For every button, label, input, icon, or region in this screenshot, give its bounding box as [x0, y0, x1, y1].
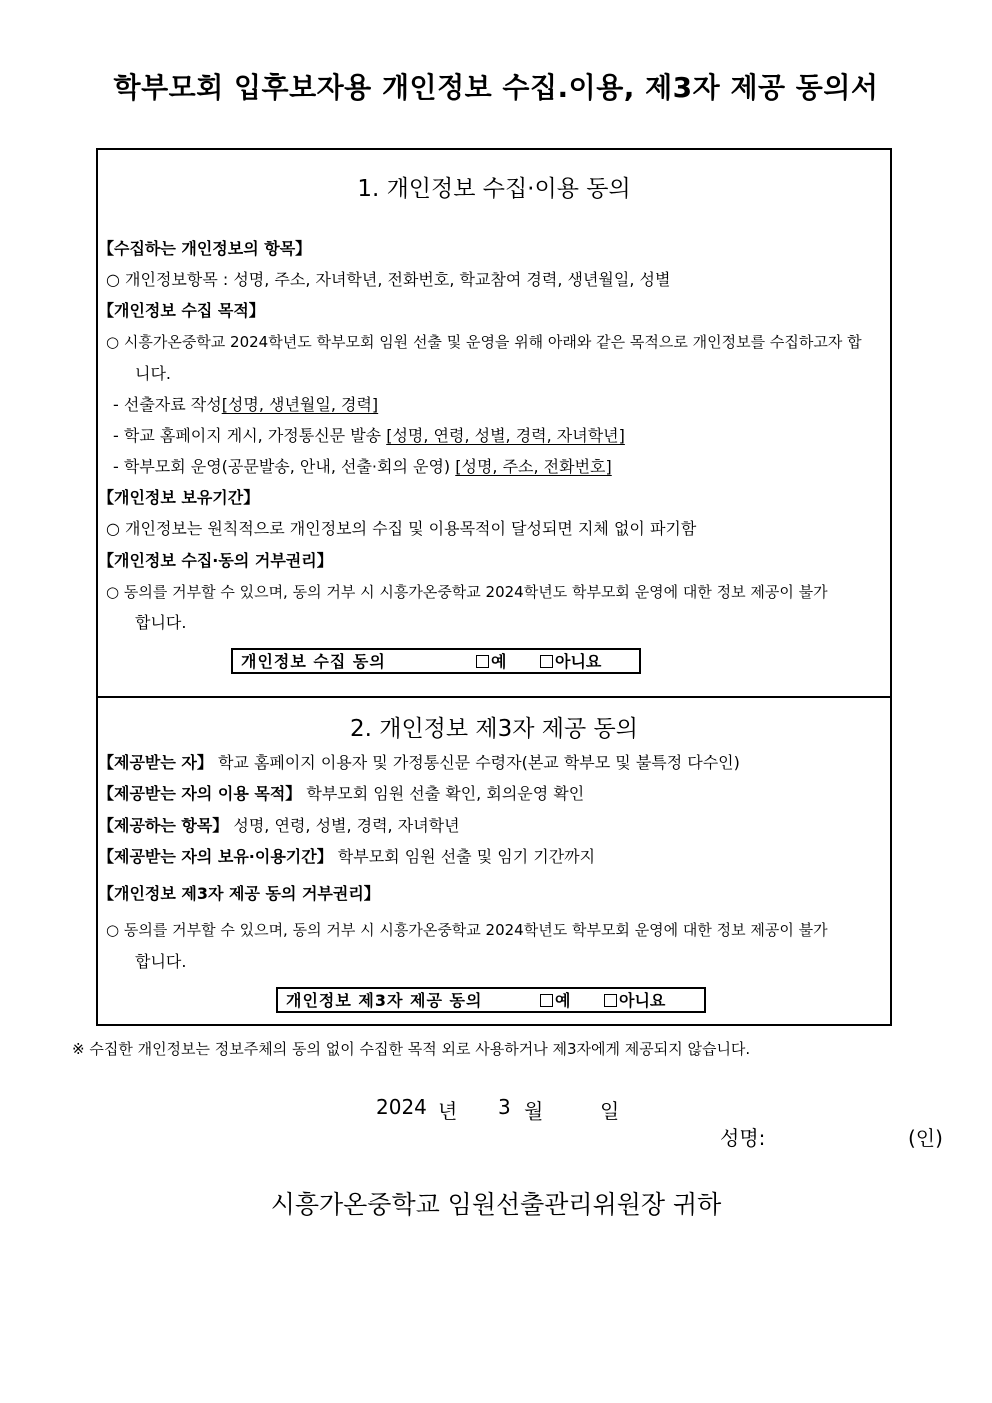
- date-month: 3: [498, 1095, 511, 1119]
- s1-purpose-item-fields: [성명, 연령, 성별, 경력, 자녀학년]: [386, 426, 625, 445]
- s1-consent-box: [231, 648, 641, 674]
- s1-purpose-item: [113, 394, 378, 416]
- s1-purpose-item-prefix: - 선출자료 작성: [113, 395, 222, 414]
- s1-consent-no[interactable]: [540, 651, 601, 673]
- s1-items-heading: 【수집하는 개인정보의 항목】: [98, 239, 312, 258]
- s1-purpose-item-fields: [성명, 생년월일, 경력]: [221, 395, 379, 414]
- s2-items-heading: 【제공하는 항목】: [98, 816, 229, 835]
- s2-consent-yes[interactable]: [540, 990, 570, 1012]
- s2-refusal-heading: 【개인정보 제3자 제공 동의 거부권리】: [98, 884, 380, 903]
- checkbox-icon[interactable]: [604, 994, 617, 1007]
- section1-title: 1. 개인정보 수집·이용 동의: [357, 176, 631, 202]
- s1-no-label: 아니요: [555, 652, 602, 671]
- date-day-unit: 일: [600, 1099, 620, 1123]
- seal-mark: (인): [908, 1126, 943, 1150]
- s1-refusal-text: ○ 동의를 거부할 수 있으며, 동의 거부 시 시흥가온중학교 2024학년도 학부모회 운영에 대한 정보 제공이 불가: [106, 583, 828, 601]
- s1-refusal-text-cont: 합니다.: [135, 613, 187, 632]
- s2-period: [98, 846, 595, 868]
- s2-period-text: 학부모회 임원 선출 및 임기 기간까지: [332, 847, 596, 866]
- section2-title: 2. 개인정보 제3자 제공 동의: [349, 716, 638, 742]
- s2-period-heading: 【제공받는 자의 보유·이용기간】: [98, 847, 333, 866]
- s2-no-label: 아니요: [619, 991, 666, 1010]
- date-month-unit: 월: [524, 1099, 544, 1123]
- s2-use-purpose: [98, 783, 584, 805]
- checkbox-icon[interactable]: [476, 655, 489, 668]
- s1-consent-yes[interactable]: [476, 651, 506, 673]
- s1-refusal-heading: 【개인정보 수집·동의 거부권리】: [98, 551, 333, 570]
- checkbox-icon[interactable]: [540, 655, 553, 668]
- document-title: 학부모회 입후보자용 개인정보 수집.이용, 제3자 제공 동의서: [113, 71, 879, 104]
- s2-consent-no[interactable]: [604, 990, 665, 1012]
- s2-consent-box: [276, 987, 706, 1013]
- s1-purpose-text: ○ 시흥가온중학교 2024학년도 학부모회 임원 선출 및 운영을 위해 아래와 같은 목적으로 개인정보를 수집하고자 합: [106, 333, 862, 351]
- s2-use-heading: 【제공받는 자의 이용 목적】: [98, 784, 302, 803]
- s2-use-text: 학부모회 임원 선출 확인, 회의운영 확인: [301, 784, 585, 803]
- signature-label: 성명:: [720, 1126, 766, 1150]
- s1-purpose-item-prefix: - 학교 홈페이지 게시, 가정통신문 발송: [113, 426, 387, 445]
- s1-purpose-item-fields: [성명, 주소, 전화번호]: [455, 457, 612, 476]
- s2-refusal-text: ○ 동의를 거부할 수 있으며, 동의 거부 시 시흥가온중학교 2024학년도 학부모회 운영에 대한 정보 제공이 불가: [106, 921, 828, 939]
- s2-recipient: [98, 752, 740, 774]
- s2-items-text: 성명, 연령, 성별, 경력, 자녀학년: [228, 816, 460, 835]
- s1-purpose-text-cont: 니다.: [135, 364, 171, 383]
- s1-retention-text: ○ 개인정보는 원칙적으로 개인정보의 수집 및 이용목적이 달성되면 지체 없이 파기함: [106, 519, 697, 538]
- s2-refusal-text-cont: 합니다.: [135, 952, 187, 971]
- s1-purpose-heading: 【개인정보 수집 목적】: [98, 301, 265, 320]
- checkbox-icon[interactable]: [540, 994, 553, 1007]
- s2-recipient-heading: 【제공받는 자】: [98, 753, 213, 772]
- date-year-unit: 년: [438, 1099, 458, 1123]
- s1-items-text: ○ 개인정보항목 : 성명, 주소, 자녀학년, 전화번호, 학교참여 경력, 생년월일, 성별: [106, 270, 671, 289]
- s2-yes-label: 예: [555, 991, 571, 1010]
- s2-consent-label: 개인정보 제3자 제공 동의: [286, 991, 483, 1010]
- s1-consent-label: 개인정보 수집 동의: [241, 652, 386, 671]
- s1-purpose-item-prefix: - 학부모회 운영(공문발송, 안내, 선출·회의 운영): [113, 457, 456, 476]
- addressee: 시흥가온중학교 임원선출관리위원장 귀하: [270, 1190, 722, 1219]
- privacy-note: ※ 수집한 개인정보는 정보주체의 동의 없이 수집한 목적 외로 사용하거나 제3자에게 제공되지 않습니다.: [72, 1040, 751, 1058]
- s2-recipient-text: 학교 홈페이지 이용자 및 가정통신문 수령자(본교 학부모 및 불특정 다수인): [212, 753, 740, 772]
- s1-yes-label: 예: [491, 652, 507, 671]
- s1-purpose-item: [113, 456, 612, 478]
- date-year: 2024: [376, 1095, 427, 1119]
- s2-items: [98, 815, 460, 837]
- section-divider: [96, 696, 892, 698]
- s1-purpose-item: [113, 425, 625, 447]
- s1-retention-heading: 【개인정보 보유기간】: [98, 488, 260, 507]
